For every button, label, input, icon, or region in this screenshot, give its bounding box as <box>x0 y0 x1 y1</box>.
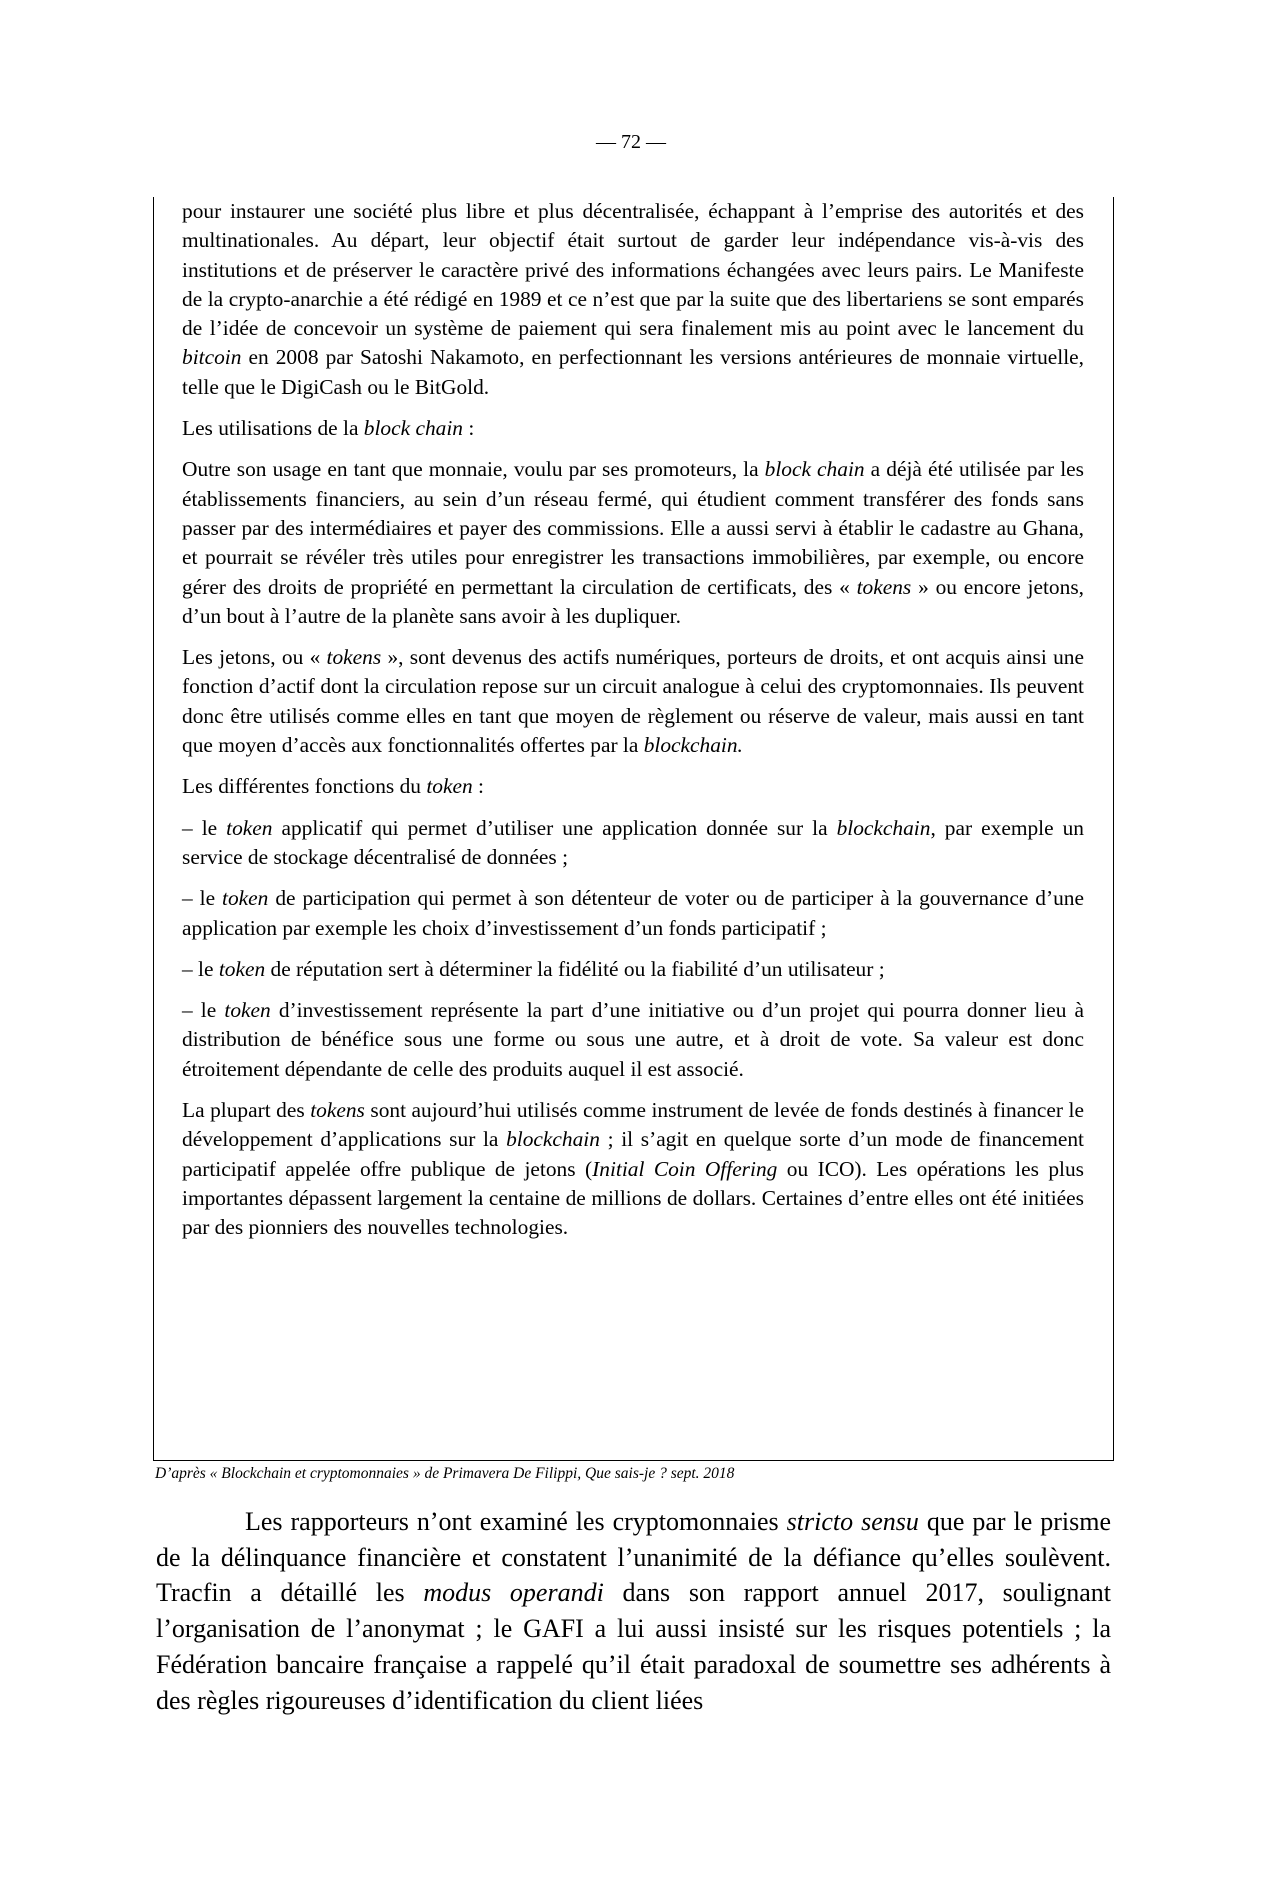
italic-term: token <box>426 774 473 799</box>
italic-term: blockchain <box>506 1127 600 1152</box>
text-run: sont aujourd’hui utilisés comme instrument de levée de fonds destinés à financer le développement d’applications sur la <box>182 1098 1084 1152</box>
box-paragraph-1 <box>182 197 1084 402</box>
quoted-box <box>153 197 1114 1461</box>
italic-term: token <box>218 956 266 981</box>
box-heading-uses <box>182 414 1084 443</box>
italic-term: blockchain <box>836 815 931 840</box>
text-run: Les différentes fonctions du <box>182 774 427 799</box>
box-paragraph-uses <box>182 455 1084 631</box>
italic-term: block chain <box>363 416 463 441</box>
box-list-item-reputation <box>182 955 1084 984</box>
text-run: Outre son usage en tant que monnaie, voulu par ses promoteurs, la <box>182 457 765 482</box>
text-run: , par exemple un service de stockage décentralisé de données ; <box>182 815 1084 869</box>
text-run: que par le prisme de la délinquance financière et constatent l’unanimité de la défiance qu’elles soulèvent. Tracfin a détaillé les <box>156 1507 1111 1608</box>
box-list-item-applicatif <box>182 814 1084 873</box>
box-list-item-investissement <box>182 996 1084 1084</box>
box-list-item-participation <box>182 884 1084 943</box>
main-body <box>156 1504 1111 1718</box>
text-run: applicatif qui permet d’utiliser une application donnée sur la <box>272 815 837 840</box>
text-run: Les rapporteurs n’ont examiné les cryptomonnaies <box>245 1507 787 1536</box>
text-run: ou ICO). Les opérations les plus importantes dépassent largement la centaine de millions de dollars. Certaines d’entre elles ont été initiées par des pionniers des nouvelles technologies. <box>182 1156 1084 1240</box>
italic-term: modus operandi <box>423 1578 604 1608</box>
italic-term: stricto sensu <box>786 1507 919 1536</box>
source-caption: D’après « Blockchain et cryptomonnaies » de Primavera De Filippi, Que sais-je ? sept. 2018 <box>155 1465 735 1482</box>
text-run: – le <box>182 998 225 1023</box>
box-paragraph-ico <box>182 1096 1084 1242</box>
text-run: : <box>472 774 484 799</box>
italic-term: Initial Coin Offering <box>592 1156 778 1181</box>
italic-term: bitcoin <box>182 345 242 370</box>
text-run: en 2008 par Satoshi Nakamoto, en perfectionnant les versions antérieures de monnaie virtuelle, telle que le DigiCash ou le BitGold. <box>182 345 1084 399</box>
text-run: de réputation sert à déterminer la fidélité ou la fiabilité d’un utilisateur ; <box>265 956 885 981</box>
text-run: ; il s’agit en quelque sorte d’un mode de financement participatif appelée offre publique de jetons ( <box>182 1127 1084 1181</box>
text-run: La plupart des <box>182 1098 311 1123</box>
italic-term: tokens <box>326 645 382 670</box>
text-run: – le <box>182 815 227 840</box>
box-heading-functions <box>182 772 1084 801</box>
italic-term: token <box>224 998 271 1023</box>
italic-term: token <box>226 815 273 840</box>
text-run: a déjà été utilisée par les établissements financiers, au sein d’un réseau fermé, qui étudient comment transférer des fonds sans passer par des intermédiaires et payer des commissions. Elle a aussi servi à établir le cadastre au Ghana, et pourrait se révéler très utiles pour enregistrer les transactions immobilières, par exemple, ou encore gérer des droits de propriété en permettant la circulation de certificats, des « <box>182 457 1084 599</box>
text-run: Les jetons, ou « <box>182 645 327 670</box>
text-run: : <box>463 416 475 441</box>
italic-term: tokens <box>856 574 912 599</box>
italic-term: token <box>222 886 269 911</box>
italic-term: tokens <box>310 1098 365 1123</box>
text-run: d’investissement représente la part d’une initiative ou d’un projet qui pourra donner lieu à distribution de bénéfice sous une forme ou sous une autre, et à droit de vote. Sa valeur est donc étroitement dépendante de celle des produits auquel il est associé. <box>182 998 1085 1081</box>
text-run: pour instaurer une société plus libre et plus décentralisée, échappant à l’emprise des autorités et des multinationales. Au départ, leur objectif était surtout de garder leur indépendance vis-à-vis des institutions et de préserver le caractère privé des informations échangées avec leurs pairs. Le Manifeste de la crypto-anarchie a été rédigé en 1989 et ce n’est que par la suite que des libertariens se sont emparés de l’idée de concevoir un système de paiement qui sera finalement mis au point avec le lancement du <box>182 199 1084 341</box>
box-paragraph-tokens <box>182 643 1084 760</box>
page-number: — 72 — <box>596 131 666 153</box>
italic-term: blockchain. <box>643 733 743 758</box>
text-run: » ou encore jetons, d’un bout à l’autre de la planète sans avoir à les dupliquer. <box>182 574 1084 628</box>
text-run: – le <box>182 956 219 981</box>
italic-term: block chain <box>764 457 865 482</box>
text-run: dans son rapport annuel 2017, soulignant l’organisation de l’anonymat ; le GAFI a lui aussi insisté sur les risques potentiels ; la Fédération bancaire française a rappelé qu’il était paradoxal de soumettre ses adhérents à des règles rigoureuses d’identification du client liées <box>156 1578 1111 1715</box>
text-run: – le <box>182 886 223 911</box>
body-paragraph <box>156 1504 1111 1718</box>
text-run: », sont devenus des actifs numériques, porteurs de droits, et ont acquis ainsi une fonction d’actif dont la circulation repose sur un circuit analogue à celui des cryptomonnaies. Ils peuvent donc être utilisés comme elles en tant que moyen de règlement ou réserve de valeur, mais aussi en tant que moyen d’accès aux fonctionnalités offertes par la <box>182 645 1084 758</box>
text-run: de participation qui permet à son détenteur de voter ou de participer à la gouvernance d’une application par exemple les choix d’investissement d’un fonds participatif ; <box>182 886 1084 940</box>
text-run: Les utilisations de la <box>182 416 364 441</box>
